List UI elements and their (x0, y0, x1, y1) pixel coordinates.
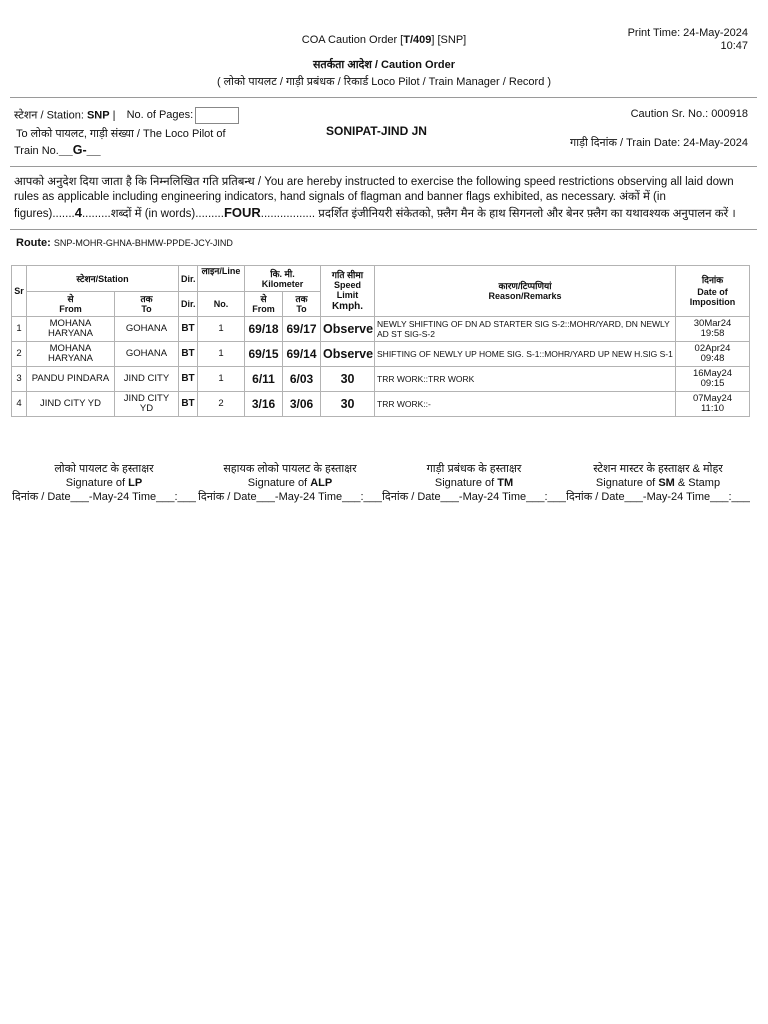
row-remark: NEWLY SHIFTING OF DN AD STARTER SIG S-2::MOHR/YARD, DN NEWLY AD ST SIG-S-2 (375, 317, 676, 342)
row-direction: BT (179, 342, 198, 367)
signature-alp-label: Signature of (247, 477, 308, 489)
row-sr: 3 (12, 367, 27, 392)
signature-sm-role: SM (658, 477, 675, 489)
row-date-value: 02Apr24 (694, 343, 731, 354)
row-time-value: 09:15 (700, 378, 725, 389)
row-date (676, 342, 750, 367)
row-sr: 4 (12, 392, 27, 417)
header-reason-hindi: कारण/टिप्पणियां (498, 281, 552, 291)
print-time-label: Print Time: 24-May-2024 (627, 27, 748, 39)
header-date-english: Date of Imposition (689, 287, 736, 307)
station-value: SNP (86, 109, 110, 122)
row-km-to: 69/14 (283, 342, 321, 367)
header-kilometer (245, 266, 321, 292)
row-line-no: 1 (198, 317, 245, 342)
row-date (676, 317, 750, 342)
header-to-hindi: तक (140, 294, 153, 304)
signature-alp-date-line: दिनांक / Date___-May-24 Time___:___ (198, 491, 382, 503)
header-station: स्टेशन/Station (27, 266, 179, 292)
header-dir-sub: Dir. (179, 292, 198, 317)
signature-tm-role: TM (497, 477, 514, 489)
row-time-value: 11:10 (700, 403, 725, 414)
train-date: गाड़ी दिनांक / Train Date: 24-May-2024 (570, 137, 748, 149)
row-km-to: 69/17 (283, 317, 321, 342)
divider (10, 229, 757, 230)
row-km-to: 6/03 (283, 367, 321, 392)
row-speed-limit: 30 (321, 367, 375, 392)
loco-pilot-line: To लोको पायलट, गाड़ी संख्या / The Loco Pilot of (16, 128, 226, 140)
signature-lp (10, 462, 198, 504)
station-separator: | (112, 109, 116, 122)
signature-sm-hindi: स्टेशन मास्टर के हस्ताक्षर & मोहर (593, 463, 723, 475)
header-km-english: Kilometer (261, 278, 304, 289)
table-row (12, 317, 750, 342)
table-row (12, 342, 750, 367)
train-no-value: __G-__ (58, 143, 101, 157)
signature-alp (196, 462, 384, 504)
row-speed-limit: Observe (321, 317, 375, 342)
header-reason (375, 266, 676, 317)
signature-alp-hindi: सहायक लोको पायलट के हस्ताक्षर (223, 463, 357, 475)
header-km-from (245, 292, 283, 317)
table-row (12, 392, 750, 417)
row-date (676, 367, 750, 392)
print-time-clock: 10:47 (720, 40, 748, 52)
header-reason-english: Reason/Remarks (488, 291, 562, 301)
signature-tm-date-line: दिनांक / Date___-May-24 Time___:___ (382, 491, 566, 503)
row-line-no: 1 (198, 367, 245, 392)
section-name: SONIPAT-JIND JN (326, 124, 427, 138)
header-speed (321, 266, 375, 317)
pages-label: No. of Pages: (126, 109, 194, 122)
page-title: सतर्कता आदेश / Caution Order (312, 59, 455, 71)
header-line: लाइन/Line (198, 266, 245, 292)
restrictions-table (11, 265, 750, 417)
row-sr: 2 (12, 342, 27, 367)
row-km-from: 69/15 (245, 342, 283, 367)
restriction-count-figures: 4 (74, 205, 82, 220)
row-km-to: 3/06 (283, 392, 321, 417)
row-date (676, 392, 750, 417)
row-date-value: 16May24 (692, 368, 733, 379)
signature-alp-role: ALP (310, 477, 333, 489)
header-from-hindi: से (67, 294, 74, 304)
signature-lp-role: LP (128, 477, 143, 489)
row-time-value: 19:58 (700, 328, 725, 339)
signature-sm (564, 462, 752, 504)
row-to-station: JIND CITY YD (115, 392, 179, 417)
row-from-station: MOHANA HARYANA (27, 342, 115, 367)
row-remark: TRR WORK::- (375, 392, 676, 417)
row-from-station: MOHANA HARYANA (27, 317, 115, 342)
header-sr: Sr (12, 266, 27, 317)
signature-sm-label: Signature of (595, 477, 656, 489)
train-no-line (14, 143, 101, 157)
page-subtitle: ( लोको पायलट / गाड़ी प्रबंधक / रिकार्ड Loco Pilot / Train Manager / Record ) (216, 76, 552, 88)
row-speed-limit: Observe (321, 342, 375, 367)
divider (10, 97, 757, 98)
instruction-text (14, 175, 749, 222)
header-from (27, 292, 115, 317)
restriction-count-words: FOUR (223, 205, 261, 220)
signature-lp-date-line: दिनांक / Date___-May-24 Time___:___ (12, 491, 196, 503)
signature-sm-stamp-label: & Stamp (677, 477, 721, 489)
row-to-station: JIND CITY (115, 367, 179, 392)
row-sr: 1 (12, 317, 27, 342)
header-to (115, 292, 179, 317)
instruction-part3: ................. प्रदर्शित इंजीनियरी संकेतको, फ़्लैग मैन के हाथ सिगनलो और बेनर फ़्लैग का यथावश्यक अनुपालन करें । (260, 208, 736, 220)
caution-serial: Caution Sr. No.: 000918 (630, 108, 748, 120)
pages-input[interactable] (195, 107, 239, 124)
signature-tm-label: Signature of (434, 477, 495, 489)
row-time-value: 09:48 (700, 353, 725, 364)
header-line-no: No. (198, 292, 245, 317)
row-line-no: 2 (198, 392, 245, 417)
header-date-hindi: दिनांक (701, 275, 724, 285)
train-no-label: Train No. (14, 145, 59, 157)
header-km-from-hindi: से (260, 294, 267, 304)
divider (10, 166, 757, 167)
row-to-station: GOHANA (115, 342, 179, 367)
header-speed-unit: Kmph. (331, 301, 364, 312)
route-line: Route: SNP-MOHR-GHNA-BHMW-PPDE-JCY-JIND (16, 237, 233, 249)
header-km-from-english: From (252, 304, 275, 314)
row-speed-limit: 30 (321, 392, 375, 417)
route-label: Route (16, 237, 48, 249)
header-speed-hindi: गति सीमा (331, 270, 364, 280)
signature-lp-label: Signature of (65, 477, 126, 489)
instruction-part1: आपको अनुदेश दिया जाता है कि निम्नलिखित गति प्रतिबन्ध / You are hereby instructed to exercise the following speed restrictions observing all laid down rules as applicable including engineering indicators, hand signals of flagman and banner flags exhibited, as necessary. अंकों में (in figures)....... (14, 176, 734, 220)
station-label: स्टेशन / Station: (14, 109, 84, 122)
row-to-station: GOHANA (115, 317, 179, 342)
signature-sm-date-line: दिनांक / Date___-May-24 Time___:___ (566, 491, 750, 503)
row-km-from: 69/18 (245, 317, 283, 342)
row-direction: BT (179, 392, 198, 417)
instruction-part2: .........शब्दों में (in words)......... (81, 208, 224, 220)
signature-tm (380, 462, 568, 504)
row-km-from: 6/11 (245, 367, 283, 392)
signature-tm-hindi: गाड़ी प्रबंधक के हस्ताक्षर (426, 463, 522, 475)
row-date-value: 07May24 (692, 393, 733, 404)
order-suffix: ] [SNP] (431, 34, 467, 46)
row-remark: TRR WORK::TRR WORK (375, 367, 676, 392)
header-dir: Dir. (179, 266, 198, 292)
signature-lp-hindi: लोको पायलट के हस्ताक्षर (54, 463, 154, 475)
row-direction: BT (179, 367, 198, 392)
order-number: T/409 (403, 34, 432, 46)
row-km-from: 3/16 (245, 392, 283, 417)
header-km-to-hindi: तक (295, 294, 308, 304)
header-to-english: To (141, 304, 152, 314)
route-value: SNP-MOHR-GHNA-BHMW-PPDE-JCY-JIND (53, 238, 233, 248)
header-from-english: From (59, 304, 82, 314)
order-prefix: COA Caution Order [ (301, 34, 404, 46)
row-direction: BT (179, 317, 198, 342)
header-date (676, 266, 750, 317)
row-line-no: 1 (198, 342, 245, 367)
row-from-station: PANDU PINDARA (27, 367, 115, 392)
header-speed-english: Speed Limit (334, 280, 362, 300)
header-km-to (283, 292, 321, 317)
row-date-value: 30Mar24 (693, 318, 732, 329)
header-km-to-english: To (296, 304, 307, 314)
row-remark: SHIFTING OF NEWLY UP HOME SIG. S-1::MOHR/YARD UP NEW H.SIG S-1 (375, 342, 676, 367)
print-time (628, 27, 748, 53)
row-from-station: JIND CITY YD (27, 392, 115, 417)
station-line (14, 107, 239, 124)
table-row (12, 367, 750, 392)
header-km-hindi: कि. मी. (270, 268, 295, 279)
